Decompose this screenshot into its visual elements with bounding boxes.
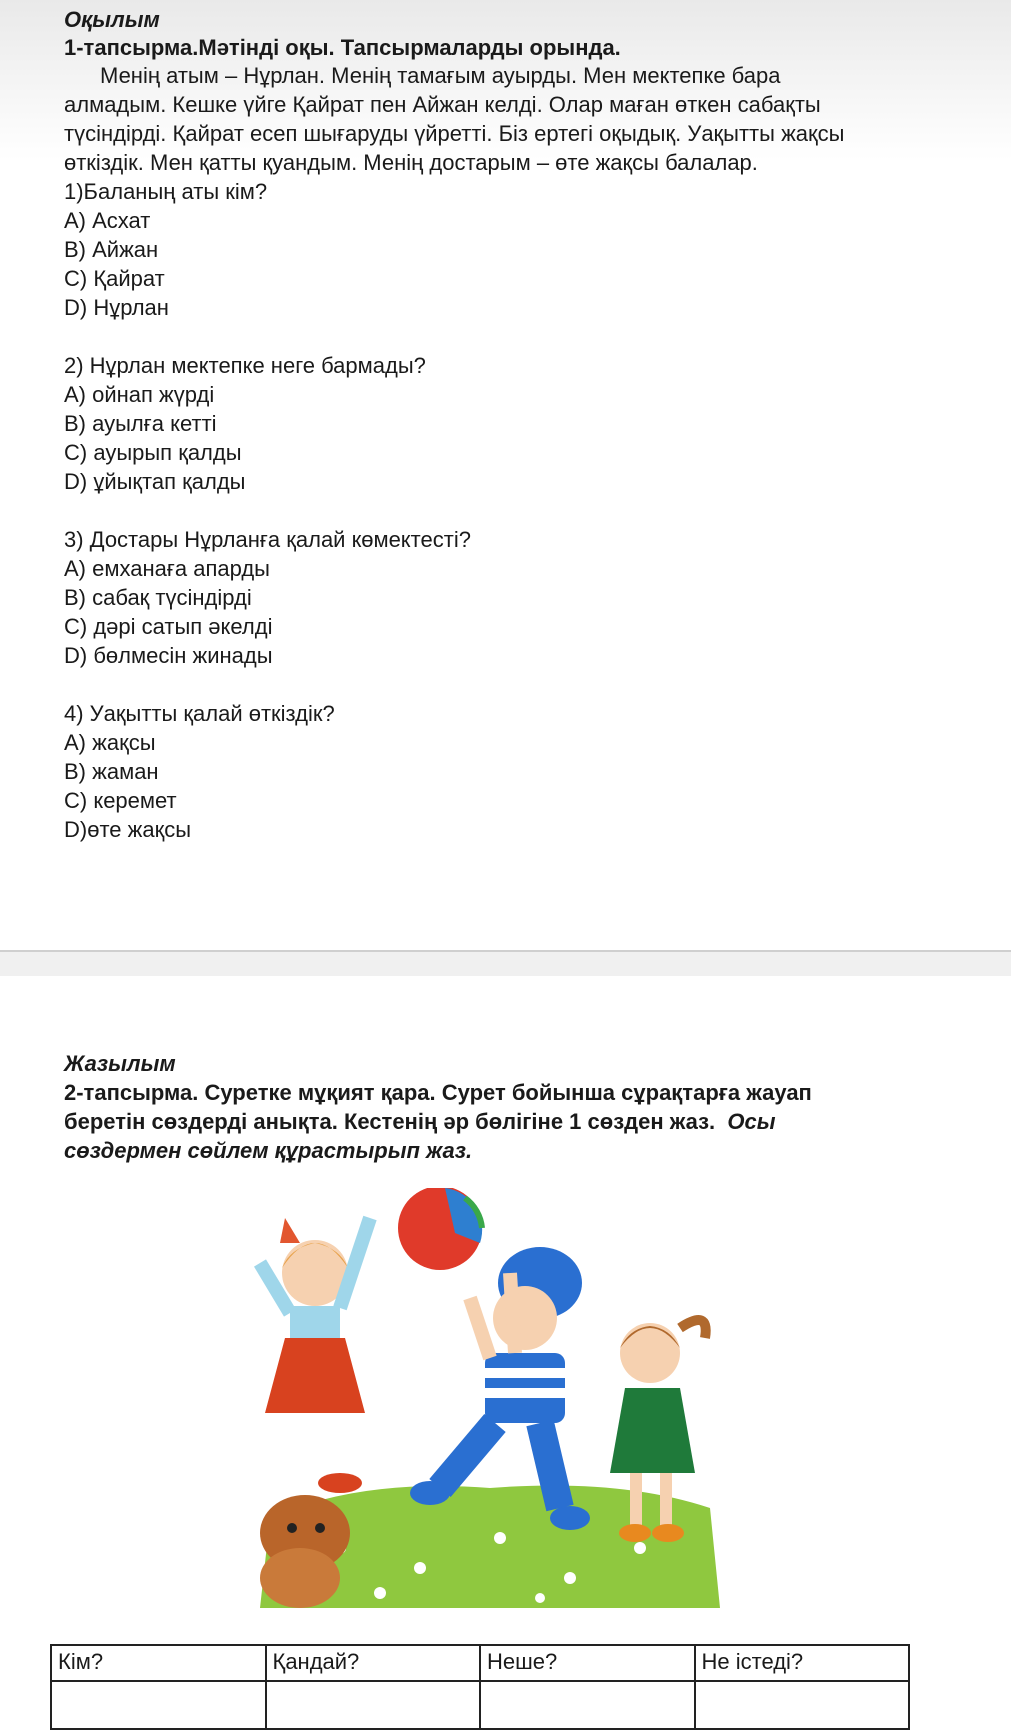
question-2-option-d: D) ұйықтап қалды — [64, 469, 246, 494]
answer-cell[interactable] — [51, 1681, 266, 1729]
question-2-option-a: А) ойнап жүрді — [64, 382, 215, 407]
writing-section-title: Жазылым — [64, 1051, 176, 1076]
reading-text-line: Менің атым – Нұрлан. Менің тамағым ауырды. Мен мектепке бара — [100, 63, 781, 88]
question-4-option-a: А) жақсы — [64, 730, 156, 755]
writing-task-line: 2-тапсырма. Суретке мұқият қара. Сурет бойынша сұрақтарға жауап — [64, 1080, 812, 1105]
children-playing-illustration — [240, 1188, 740, 1618]
writing-task-line — [64, 1108, 776, 1137]
question-3-option-c: С) дәрі сатып әкелді — [64, 614, 273, 639]
question-2-option-c: С) ауырып қалды — [64, 440, 242, 465]
question-4-option-d: D)өте жақсы — [64, 817, 192, 842]
answer-table-header: Қандай? — [266, 1645, 481, 1681]
writing-task-line: сөздермен сөйлем құрастырып жаз. — [64, 1138, 473, 1163]
reading-text-line: түсіндірді. Қайрат есеп шығаруды үйретті. Біз ертегі оқыдық. Уақытты жақсы — [64, 121, 845, 146]
question-2: 2) Нұрлан мектепке неге бармады? — [64, 353, 426, 378]
question-3-option-d: D) бөлмесін жинады — [64, 643, 273, 668]
question-4-option-c: С) керемет — [64, 788, 177, 813]
question-1-option-a: А) Асхат — [64, 208, 151, 233]
answer-table-row — [51, 1681, 909, 1729]
answer-cell[interactable] — [480, 1681, 695, 1729]
question-4-option-b: В) жаман — [64, 759, 159, 784]
answer-cell[interactable] — [695, 1681, 910, 1729]
question-1-option-c: С) Қайрат — [64, 266, 165, 291]
answer-table-header: Кім? — [51, 1645, 266, 1681]
answer-table-header-row — [51, 1645, 909, 1681]
reading-task-title: 1-тапсырма.Мәтінді оқы. Тапсырмаларды орында. — [64, 35, 621, 60]
question-3-option-a: А) емханаға апарды — [64, 556, 270, 581]
question-2-option-b: В) ауылға кетті — [64, 411, 217, 436]
question-3: 3) Достары Нұрланға қалай көмектесті? — [64, 527, 471, 552]
writing-task-line2-bold: беретін сөздерді анықта. Кестенің әр бөлігіне 1 сөзден жаз. — [64, 1109, 716, 1134]
reading-section-title: Оқылым — [64, 7, 160, 32]
answer-table-header: Неше? — [480, 1645, 695, 1681]
question-4: 4) Уақытты қалай өткіздік? — [64, 701, 335, 726]
question-1-option-d: D) Нұрлан — [64, 295, 169, 320]
girl-left — [260, 1218, 370, 1493]
question-3-option-b: В) сабақ түсіндірді — [64, 585, 252, 610]
question-1-option-b: В) Айжан — [64, 237, 159, 262]
question-1: 1)Баланың аты кім? — [64, 179, 268, 204]
answer-table — [50, 1644, 910, 1730]
page-separator — [0, 950, 1011, 978]
reading-text-line: өткіздік. Мен қатты қуандым. Менің достарым – өте жақсы балалар. — [64, 150, 758, 175]
answer-cell[interactable] — [266, 1681, 481, 1729]
writing-task-line2-italic: Осы — [727, 1109, 776, 1134]
ball — [398, 1188, 482, 1270]
answer-table-header: Не істеді? — [695, 1645, 910, 1681]
reading-text-line: алмадым. Кешке үйге Қайрат пен Айжан келді. Олар маған өткен сабақты — [64, 92, 821, 117]
